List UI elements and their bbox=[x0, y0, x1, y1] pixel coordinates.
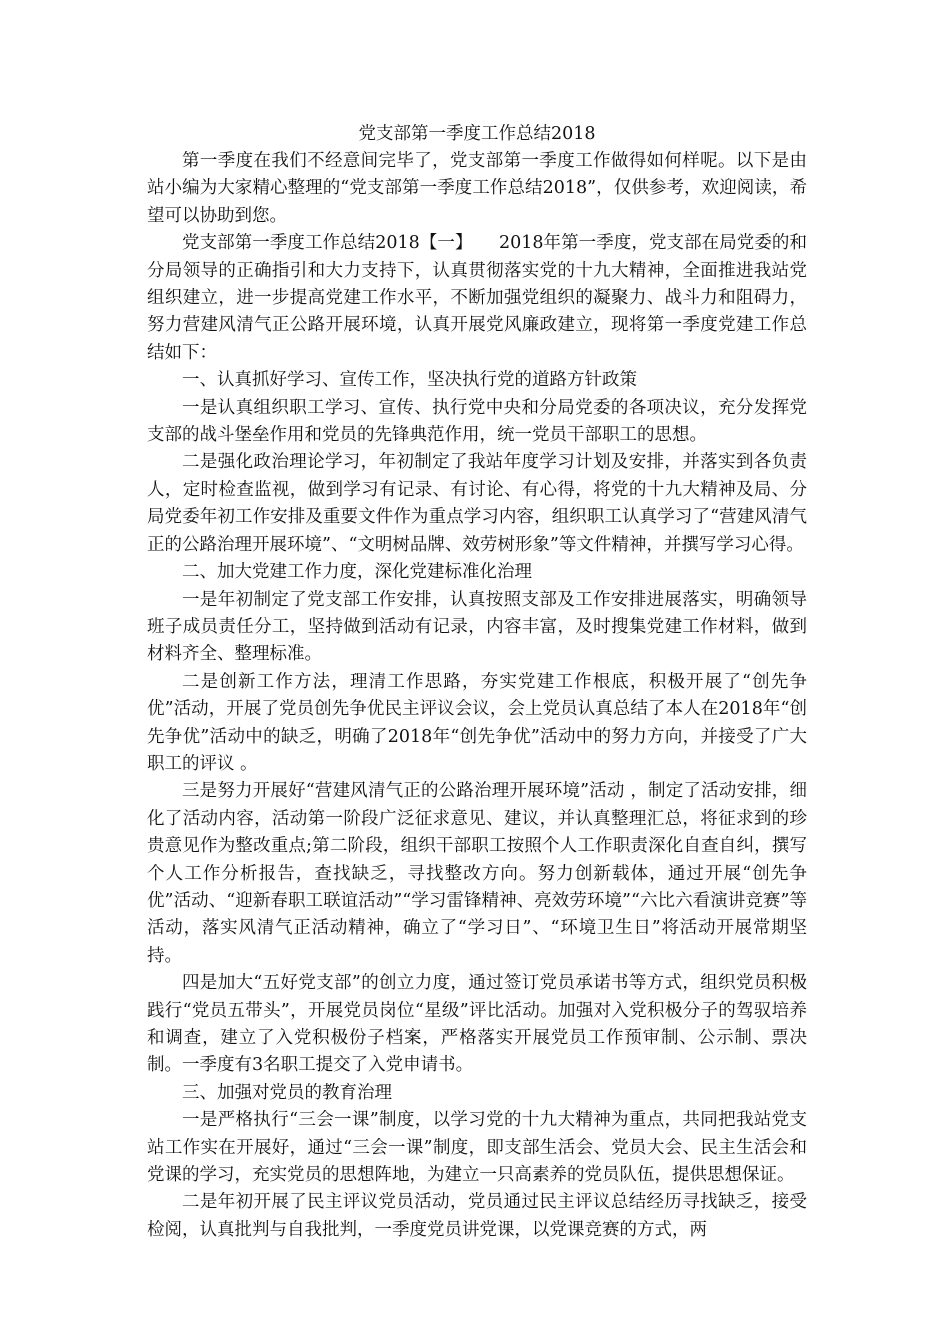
body-paragraph: 一是严格执行“三会一课”制度，以学习党的十九大精神为重点，共同把我站党支站工作实在开展好，通过“三会一课”制度，即支部生活会、党员大会、民主生活会和党课的学习，充实党员的思想阵地，为建立一只高素养的党员队伍，提供思想保证。 bbox=[147, 1110, 807, 1186]
body-paragraph: 二是年初开展了民主评议党员活动，党员通过民主评议总结经历寻找缺乏，接受检阅，认真批判与自我批判，一季度党员讲党课，以党课竞赛的方式，两 bbox=[147, 1192, 807, 1240]
section-heading-2: 二、加大党建工作力度，深化党建标准化治理 bbox=[182, 562, 532, 583]
body-paragraph: 二是强化政治理论学习，年初制定了我站年度学习计划及安排，并落实到各负责人，定时检查监视，做到学习有记录、有讨论、有心得，将党的十九大精神及局、分局党委年初工作安排及重要文件作为重点学习内容，组织职工认真学习了“营建风清气正的公路治理开展环境”、“文明树品牌、效劳树形象”等文件精神，并撰写学习心得。 bbox=[147, 452, 807, 555]
body-paragraph: 二是创新工作方法，理清工作思路，夯实党建工作根底，积极开展了“创先争优”活动，开展了党员创先争优民主评议会议，会上党员认真总结了本人在2018年“创先争优”活动中的缺乏，明确了2018年“创先争优”活动中的努力方向，并接受了广大职工的评议 。 bbox=[147, 671, 807, 774]
body-paragraph: 四是加大“五好党支部”的创立力度，通过签订党员承诺书等方式，组织党员积极践行“党员五带头”，开展党员岗位“星级”评比活动。加强对入党积极分子的驾驭培养和调查，建立了入党积极份子档案，严格落实开展党员工作预审制、公示制、票决制。一季度有3名职工提交了入党申请书。 bbox=[147, 973, 807, 1076]
summary-one-paragraph: 党支部第一季度工作总结2018【一】 2018年第一季度，党支部在局党委的和分局领导的正确指引和大力支持下，认真贯彻落实党的十九大精神，全面推进我站党组织建立，进一步提高党建工作水平，不断加强党组织的凝聚力、战斗力和阻碍力，努力营建风清气正公路开展环境，认真开展党风廉政建立，现将第一季度党建工作总结如下： bbox=[147, 233, 807, 363]
body-paragraph: 一是年初制定了党支部工作安排，认真按照支部及工作安排进展落实，明确领导班子成员责任分工，坚持做到活动有记录，内容丰富，及时搜集党建工作材料，做到材料齐全、整理标准。 bbox=[147, 589, 807, 665]
section-heading-3: 三、加强对党员的教育治理 bbox=[182, 1082, 392, 1103]
document-title: 党支部第一季度工作总结2018 bbox=[358, 124, 596, 144]
body-paragraph: 三是努力开展好“营建风清气正的公路治理开展环境”活动 ，制定了活动安排，细化了活动内容，活动第一阶段广泛征求意见、建议，并认真整理汇总，将征求到的珍贵意见作为整改重点;第二阶段，组织干部职工按照个人工作职责深化自查自纠，撰写个人工作分析报告，查找缺乏，寻找整改方向。努力创新载体，通过开展“创先争优”活动、“迎新春职工联谊活动”“学习雷锋精神、亮效劳环境”“六比六看演讲竞赛”等活动，落实风清气正活动精神，确立了“学习日”、“环境卫生日”将活动开展常期坚持。 bbox=[147, 781, 807, 966]
body-paragraph: 一是认真组织职工学习、宣传、执行党中央和分局党委的各项决议，充分发挥党支部的战斗堡垒作用和党员的先锋典范作用，统一党员干部职工的思想。 bbox=[147, 397, 807, 446]
section-heading-1: 一、认真抓好学习、宣传工作，坚决执行党的道路方针政策 bbox=[182, 370, 637, 391]
intro-paragraph: 第一季度在我们不经意间完毕了，党支部第一季度工作做得如何样呢。以下是由站小编为大家精心整理的“党支部第一季度工作总结2018”，仅供参考，欢迎阅读，希望可以协助到您。 bbox=[147, 151, 807, 226]
document-page bbox=[147, 120, 807, 1244]
